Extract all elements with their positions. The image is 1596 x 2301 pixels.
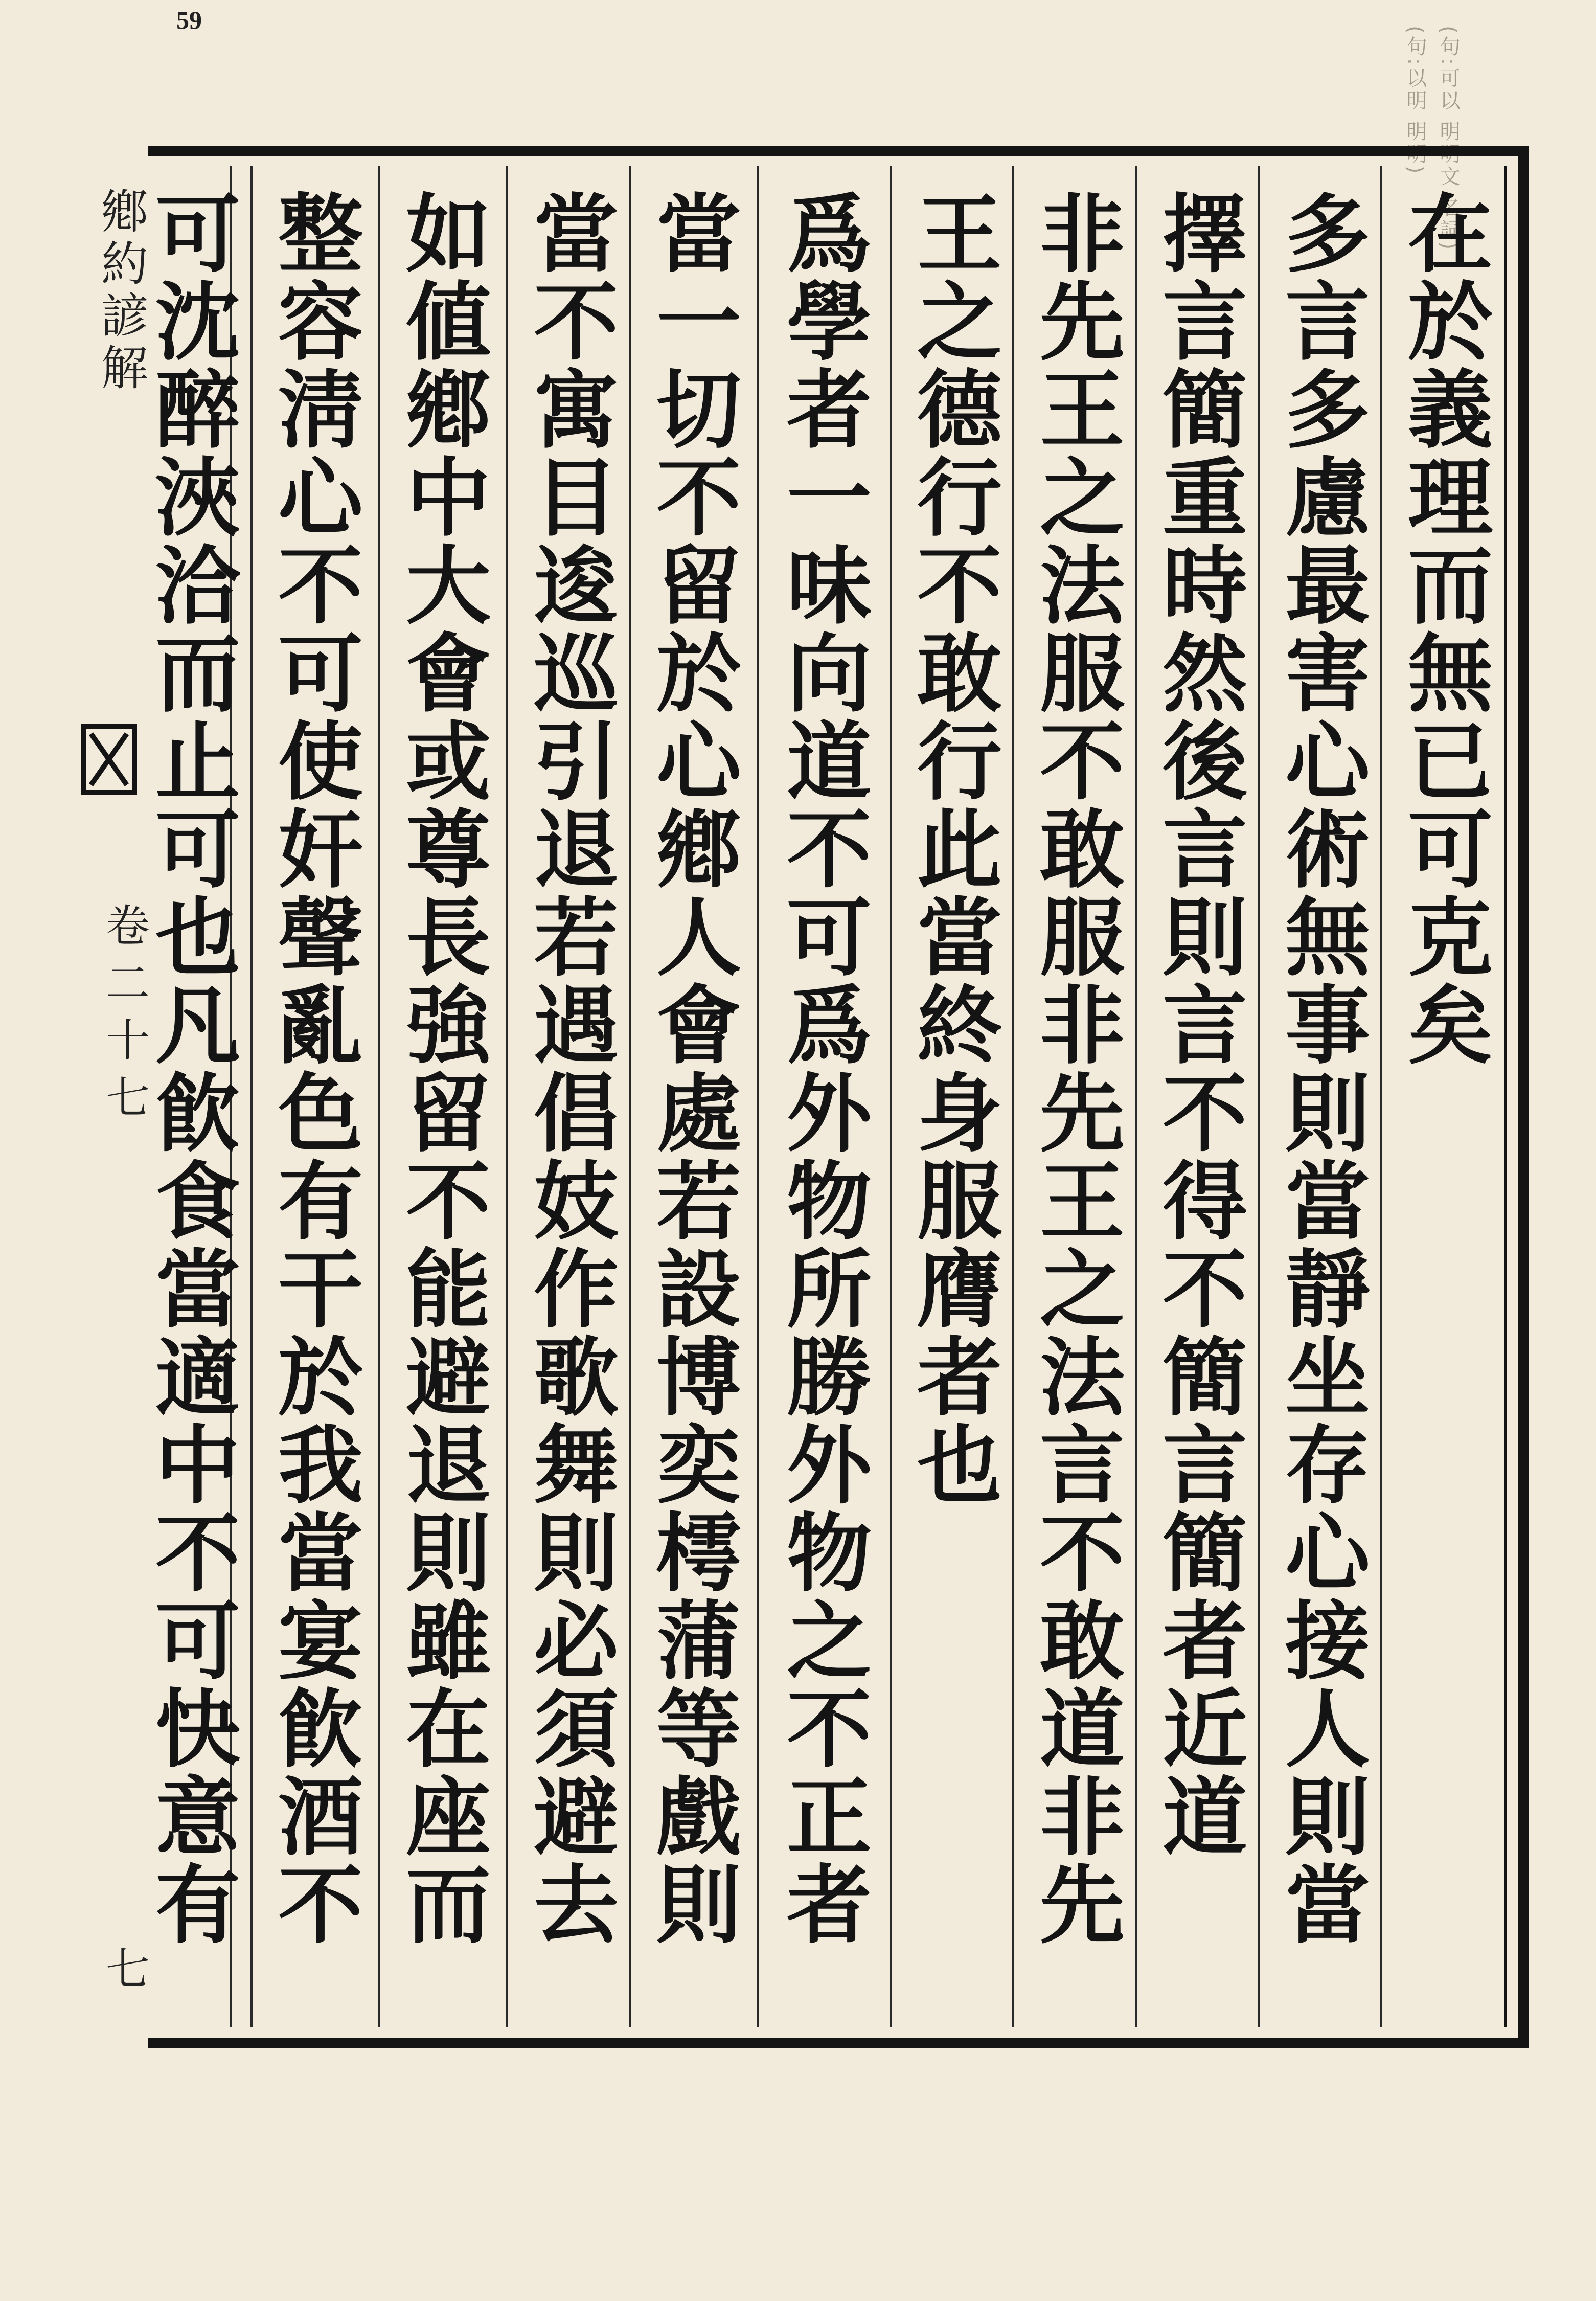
margin-folio-number: 七 [98, 1946, 149, 1990]
text-column-2: 多言多慮最害心術無事則當靜坐存心接人則當 [1271, 189, 1371, 1948]
page-number: 59 [176, 6, 202, 34]
text-column-1: 在於義理而無已可克矣 [1394, 189, 1493, 1069]
column-rule [506, 166, 508, 2027]
fish-tail-ornament-icon [81, 724, 137, 795]
text-column-4: 非先王之法服不敢服非先王之法言不敢道非先 [1025, 189, 1125, 1948]
text-column-11: 可沈醉浹洽而止可也凡飮食當適中不可快意有 [141, 189, 241, 1948]
pencil-annotation: (句:以明 明明) [1403, 26, 1427, 176]
margin-volume: 卷二十七 [98, 903, 149, 1132]
text-column-9: 如値鄕中大會或尊長強留不能避退則雖在座而 [392, 189, 491, 1948]
column-rule [890, 166, 892, 2027]
column-rule [1258, 166, 1260, 2027]
text-column-8: 當不寓目逡巡引退若遇倡妓作歌舞則必須避去 [519, 189, 619, 1948]
column-rule [1380, 166, 1382, 2027]
text-column-3: 擇言簡重時然後言則言不得不簡言簡者近道 [1148, 189, 1248, 1860]
margin-book-title: 鄕約諺解 [94, 187, 148, 395]
pencil-annotation: (句:可以 明明文 名詞) [1437, 26, 1460, 252]
column-rule [250, 166, 253, 2027]
text-column-6: 爲學者一味向道不可爲外物所勝外物之不正者 [772, 189, 872, 1948]
block-print-margin [72, 182, 148, 2022]
column-rule [629, 166, 631, 2027]
text-column-7: 當一切不留於心鄕人會處若設博奕樗蒲等戲則 [642, 189, 742, 1948]
column-rule [1135, 166, 1137, 2027]
column-rule [378, 166, 380, 2027]
text-column-10: 整容淸心不可使奸聲亂色有干於我當宴飮酒不 [264, 189, 363, 1948]
text-column-5: 王之德行不敢行此當終身服膺者也 [903, 189, 1002, 1508]
column-rule [757, 166, 759, 2027]
column-rule [1012, 166, 1014, 2027]
